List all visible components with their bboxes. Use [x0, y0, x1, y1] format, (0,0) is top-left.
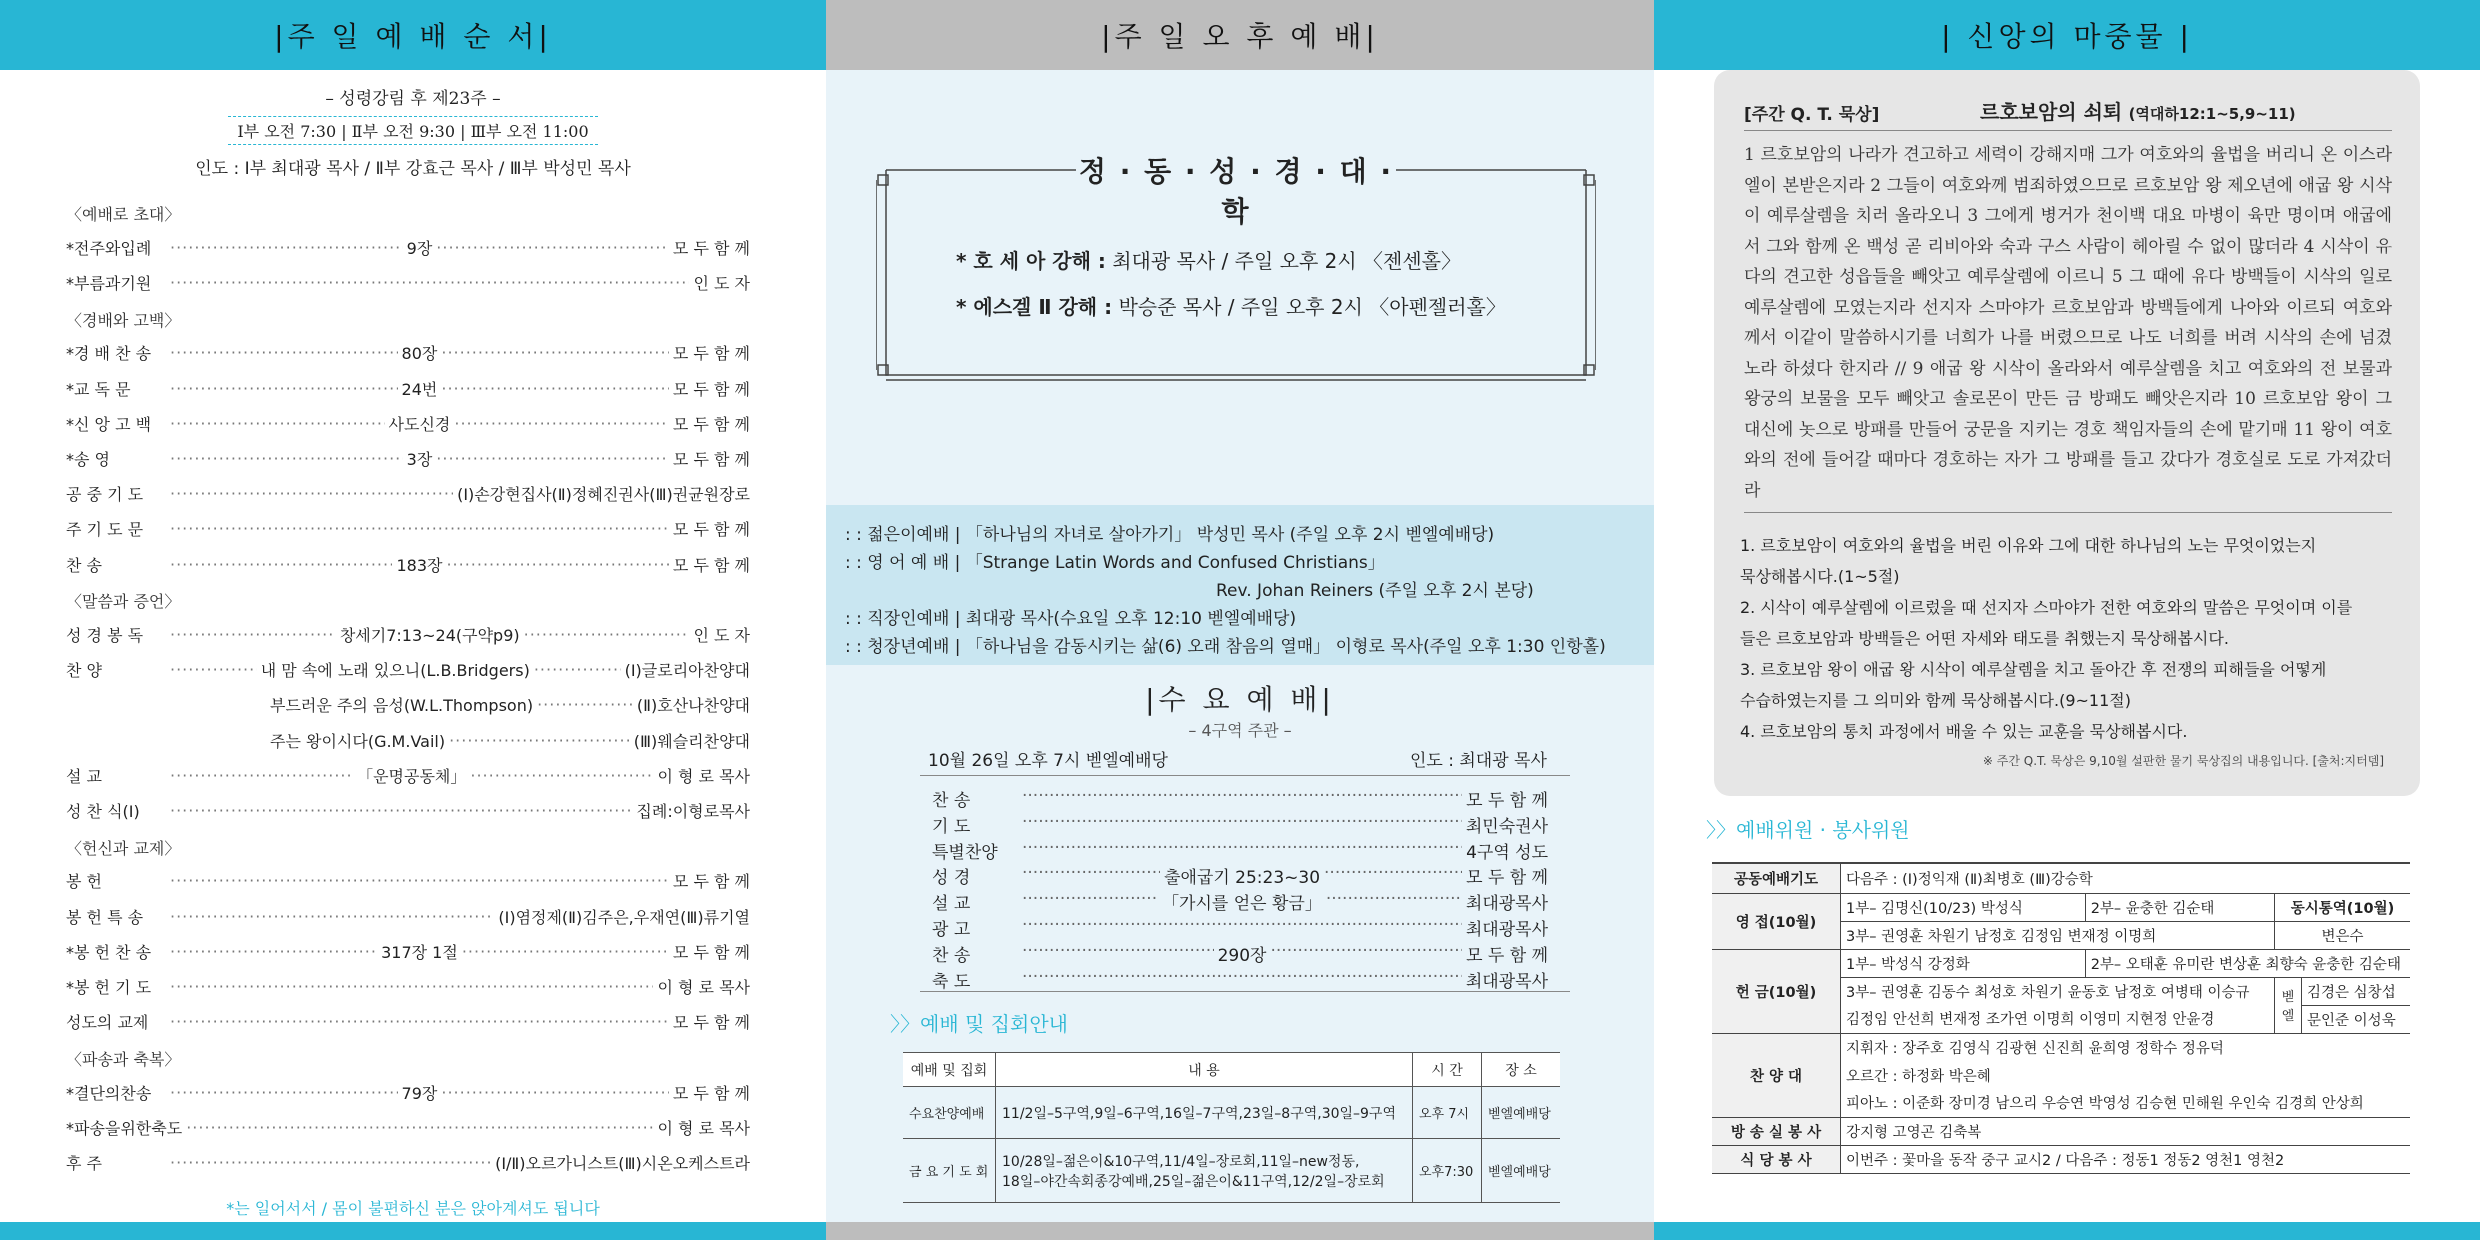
order-row: [66, 935, 750, 967]
left-header-title: |주 일 예 배 순 서|: [274, 20, 552, 53]
vol-label-broadcast: 방 송 실 봉 사: [1712, 1117, 1841, 1145]
order-row: [66, 513, 750, 545]
order-row: [66, 231, 750, 263]
leader-dots: [524, 625, 690, 644]
order-row: [66, 1076, 750, 1108]
qt-divider-2: [1744, 512, 2392, 513]
order-person: 모 두 함 께: [672, 520, 750, 540]
order-item: 3장: [406, 449, 433, 469]
order-label: 주 기 도 문: [66, 520, 144, 540]
order-item: 183장: [396, 555, 443, 575]
vol-interpret-label: 동시통역(10월): [2275, 893, 2410, 921]
leader-dots: [1022, 889, 1158, 914]
service-subtitle: – 성령강림 후 제23주 –: [325, 89, 501, 109]
vol-heongeum-3b: 김정임 안선희 변재정 조가연 이명희 이영미 지현정 안윤경: [1841, 1005, 2275, 1033]
wednesday-item: 「가시를 얻은 황금」: [1162, 894, 1322, 915]
order-person: 모 두 함 께: [672, 344, 750, 364]
wednesday-person: 최대광목사: [1465, 920, 1548, 940]
leader-dots: [534, 660, 621, 679]
order-row: [66, 970, 750, 1002]
order-label: 찬 양: [66, 661, 102, 681]
leader-dots: [170, 660, 257, 679]
leader-dots: [170, 907, 494, 926]
leader-dots: [170, 449, 403, 468]
leader-dots: [537, 695, 633, 714]
vol-label-choir: 찬 양 대: [1712, 1033, 1841, 1117]
standing-note: *는 일어서서 / 몸이 불편하신 분은 앉아계셔도 됩니다: [226, 1199, 600, 1218]
order-person: (Ⅱ)호산나찬양대: [636, 696, 750, 716]
schedule-content: 10/28일–젊은이&10구역,11/4일–장로회,11일–new정동, 18일–야간속회종강예배,25일–젊은이&11구역,12/2일–장로회: [996, 1139, 1413, 1203]
volunteers-title: 〉〉예배위원 · 봉사위원: [1706, 818, 1910, 842]
order-row: [66, 654, 750, 686]
wednesday-leader: 인도 : 최대광 목사: [1410, 751, 1547, 771]
wednesday-person: 최민숙권사: [1465, 816, 1548, 837]
order-row: [66, 478, 750, 510]
order-label: *교 독 문: [66, 379, 131, 399]
schedule-content: 11/2일–5구역,9일–6구역,16일–7구역,23일–8구역,30일–9구역: [996, 1087, 1413, 1139]
order-label: *결단의찬송: [66, 1083, 152, 1103]
order-label: *봉 헌 기 도: [66, 977, 152, 997]
wednesday-item: 출애굽기 25:23~30: [1164, 868, 1321, 889]
leader-dots: [170, 273, 689, 292]
qt-title: 르호보암의 쇠퇴: [1980, 100, 2123, 124]
order-person: (Ⅰ)글로리아찬양대: [624, 661, 750, 681]
wednesday-date: 10월 26일 오후 7시 벧엘예배당: [928, 751, 1168, 771]
leader-dots: [1022, 838, 1462, 863]
order-person: 모 두 함 께: [672, 942, 750, 962]
order-row: [66, 794, 750, 826]
wednesday-label: 광 고: [932, 920, 971, 940]
schedule-table: [903, 1052, 1560, 1203]
order-row: [66, 865, 750, 897]
leader-dots: [170, 1083, 398, 1102]
qt-question-4: 4. 르호보암의 통치 과정에서 배울 수 있는 교훈을 묵상해봅시다.: [1740, 722, 2188, 741]
vol-choir-conductors: 지휘자 : 장주호 김영식 김광현 신진희 윤희영 정학수 정유덕: [1846, 1040, 2224, 1057]
order-row: [66, 372, 750, 404]
leader-dots: [170, 484, 453, 503]
wednesday-row: [932, 863, 1548, 888]
qt-note: ※ 주간 Q.T. 묵상은 9,10월 설판한 물기 묵상집의 내용입니다. [출처:지터뎀]: [1982, 754, 2384, 768]
order-label: *송 영: [66, 449, 110, 469]
order-label: *봉 헌 찬 송: [66, 942, 152, 962]
wednesday-label: 축 도: [932, 971, 971, 992]
order-item: 주는 왕이시다(G.M.Vail): [270, 731, 446, 751]
leader-dots: [170, 977, 653, 996]
wednesday-label: 기 도: [932, 816, 971, 837]
wednesday-row: [932, 941, 1548, 966]
right-bottom-bar: [1654, 1222, 2480, 1240]
order-person: 모 두 함 께: [672, 238, 751, 258]
lecture-2: [956, 291, 1506, 320]
leader-dots: [1022, 812, 1462, 837]
schedule-place: 벧엘예배당: [1482, 1087, 1561, 1139]
order-item: 317장 1절: [381, 942, 458, 962]
volunteers-table: [1712, 862, 2410, 1174]
leader-dots: [170, 343, 398, 362]
order-row: [66, 618, 750, 650]
order-person: (Ⅰ/Ⅱ)오르가니스트(Ⅲ)시온오케스트라: [495, 1153, 750, 1173]
order-row: [66, 442, 750, 474]
order-person: 모 두 함 께: [672, 555, 750, 575]
wednesday-person: 모 두 함 께: [1466, 868, 1548, 889]
wednesday-label: 특별찬양: [932, 842, 998, 863]
announcement-english: : : 영 어 예 배 | 「Strange Latin Words and Confused Christians」: [845, 553, 1385, 573]
qt-divider: [1744, 130, 2392, 131]
order-label: 후 주: [66, 1153, 102, 1173]
wednesday-row: [932, 915, 1548, 940]
order-person: 이 형 로 목사: [657, 977, 750, 997]
left-header-bar: [0, 0, 826, 70]
order-person: 모 두 함 께: [672, 414, 750, 434]
vol-heongeum-2: 2부– 오태훈 유미란 변상훈 최향숙 윤충한 김순태: [2085, 949, 2410, 977]
schedule-event: 수요찬양예배: [903, 1087, 996, 1139]
vol-kitchen: 이번주 : 꽃마을 동작 중구 교시2 / 다음주 : 정동1 정동2 영천1 영천2: [1841, 1145, 2411, 1173]
vol-bethel-2: 문인준 이성욱: [2302, 1005, 2410, 1033]
order-person: 모 두 함 께: [672, 1013, 750, 1033]
qt-label: [주간 Q. T. 묵상]: [1744, 105, 1880, 125]
qt-question-2: 2. 시삭이 예루살렘에 이르렀을 때 선지자 스마야가 전한 여호와의 말씀은 무엇이며 이를 들은 르호보암과 방백들은 어떤 자세와 태도를 취했는지 묵상해봅시다.: [1740, 598, 2353, 648]
vol-label-gongdong: 공동예배기도: [1712, 863, 1841, 893]
order-item: 창세기7:13~24(구약p9): [339, 625, 520, 645]
order-row: [66, 759, 750, 791]
wednesday-person: 최대광목사: [1465, 971, 1548, 992]
announcement-youth: : : 젊은이예배 | 「하나님의 자녀로 살아가기」 박성민 목사 (주일 오후 2시 벧엘예배당): [845, 525, 1495, 545]
order-row: [66, 900, 750, 932]
wednesday-label: 성 경: [932, 868, 971, 889]
wednesday-label: 설 교: [932, 894, 971, 915]
order-person: 이 형 로 목사: [657, 1118, 750, 1138]
middle-bottom-bar: [826, 1222, 1654, 1240]
right-header-bar: [1654, 0, 2480, 70]
wednesday-person: 4구역 성도: [1466, 842, 1548, 863]
qt-passage: 1 르호보암의 나라가 견고하고 세력이 강해지매 그가 여호와의 율법을 버리니 온 이스라엘이 본받은지라 2 그들이 여호와께 범죄하였으므로 르호보암 왕 제오년에 애굽 왕 시삭이 예루살렘을 치러 올라오니 3 그에게 병거가 천이백 대요 마병이 육만 명이며 애굽에서 그와 함께 온 백성 곧 리비아와 숙과 구스 사람이 헤아릴 수 없이 많더라 4 시삭이 유다의 견고한 성읍들을 빼앗고 예루살렘에 이르니 5 그 때에 유다 방백들이 시삭의 일로 예루살렘에 모였는지라 선지자 스마야가 르호보암과 방백들에게 나아와 이르되 여호와께서 이같이 말씀하시기를 너희가 나를 버렸으므로 나도 너희를 버려 시삭의 손에 넘겼노라 하셨다 한지라 // 9 애굽 왕 시삭이 올라와서 예루살렘을 치고 여호와의 전 보물과 왕궁의 보물을 모두 빼앗고 솔로몬이 만든 금 방패도 빼앗은지라 10 르호보암 왕이 그 대신에 놋으로 방패를 만들어 궁문을 지키는 경호 책임자들의 손에 맡기매 11 왕이 여호와의 전에 들어갈 때마다 경호하는 자가 그 방패를 들고 갔다가 경호실로 도로 가져갔더라: [1744, 145, 2392, 501]
vol-broadcast: 강지형 고영곤 김축복: [1841, 1117, 2411, 1145]
schedule-place: 벧엘예배당: [1482, 1139, 1561, 1203]
leader-dots: [170, 801, 632, 820]
section-heading: 〈말씀과 증언〉: [66, 592, 181, 612]
section-heading: 〈헌신과 교제〉: [66, 838, 181, 858]
leader-dots: [1326, 889, 1462, 914]
vol-label-heongeum: 헌 금(10월): [1712, 949, 1841, 1033]
order-item: 부드러운 주의 음성(W.L.Thompson): [270, 696, 534, 716]
order-label: 공 중 기 도: [66, 485, 144, 505]
wednesday-row: [932, 967, 1548, 992]
wednesday-row: [932, 786, 1548, 811]
service-times: Ⅰ부 오전 7:30 | Ⅱ부 오전 9:30 | Ⅲ부 오전 11:00: [228, 116, 598, 145]
leader-dots: [1022, 941, 1214, 966]
order-label: 찬 송: [66, 555, 102, 575]
leader-dots: [441, 379, 669, 398]
order-person: 모 두 함 께: [672, 872, 750, 892]
announcement-workers: : : 직장인예배 | 최대광 목사(수요일 오후 12:10 벧엘예배당): [845, 609, 1297, 629]
order-item: 79장: [401, 1083, 438, 1103]
wednesday-person: 모 두 함 께: [1466, 791, 1548, 811]
lecture-1-text: 최대광 목사 / 주일 오후 2시 〈젠센홀〉: [1112, 249, 1462, 273]
middle-header-title: |주 일 오 후 예 배|: [1101, 20, 1379, 53]
order-person: (Ⅰ)염정제(Ⅱ)김주은,우재연(Ⅲ)류기열: [498, 907, 750, 927]
leader-dots: [170, 379, 398, 398]
leader-dots: [1270, 941, 1462, 966]
schedule-header-event: 예배 및 집회: [903, 1053, 996, 1087]
vol-gongdong: 다음주 : (Ⅰ)정익재 (Ⅱ)최병호 (Ⅲ)강승학: [1841, 863, 2411, 893]
order-label: *신 앙 고 백: [66, 414, 152, 434]
order-label: 성 찬 식(Ⅰ): [66, 801, 140, 821]
leader-dots: [1022, 786, 1462, 811]
leader-dots: [170, 519, 669, 538]
order-row: [66, 548, 750, 580]
leader-dots: [170, 238, 403, 257]
schedule-header-content: 내 용: [996, 1053, 1413, 1087]
leader-dots: [170, 414, 385, 433]
order-person: 모 두 함 께: [672, 1083, 750, 1103]
vol-yeongjeop-2: 2부– 윤충한 김순태: [2085, 893, 2274, 921]
leader-dots: [462, 942, 669, 961]
leader-dots: [1022, 863, 1160, 888]
order-item: 9장: [406, 238, 433, 258]
wednesday-sub: – 4구역 주관 –: [1188, 721, 1292, 740]
wednesday-label: 찬 송: [932, 791, 971, 811]
order-label: 봉 헌 특 송: [66, 907, 144, 927]
order-item: 24번: [401, 379, 438, 399]
order-label: 설 교: [66, 766, 102, 786]
section-heading: 〈파송과 축복〉: [66, 1049, 181, 1069]
vol-choir-organ: 오르간 : 하정화 박은혜: [1846, 1068, 1991, 1085]
order-row: [270, 724, 750, 756]
order-item: 80장: [401, 344, 438, 364]
order-person: 모 두 함 께: [672, 449, 751, 469]
announcement-adults: : : 청장년예배 | 「하나님을 감동시키는 삶(6) 오래 참음의 열매」 이형로 목사(주일 오후 1:30 인항홀): [845, 637, 1606, 657]
schedule-time: 오후 7시: [1413, 1087, 1482, 1139]
order-person: 집례:이형로목사: [636, 801, 750, 821]
order-label: 봉 헌: [66, 872, 102, 892]
leader-dots: [170, 555, 392, 574]
wednesday-item: 290장: [1217, 945, 1267, 966]
qt-question-1: 1. 르호보암이 여호와의 율법을 버린 이유와 그에 대한 하나님의 노는 무엇이었는지 묵상해봅시다.(1~5절): [1740, 536, 2317, 586]
vol-label-kitchen: 식 당 봉 사: [1712, 1145, 1841, 1173]
schedule-header-place: 장 소: [1482, 1053, 1561, 1087]
order-label: 성 경 봉 독: [66, 625, 144, 645]
service-leaders: 인도 : Ⅰ부 최대광 목사 / Ⅱ부 강효근 목사 / Ⅲ부 박성민 목사: [195, 159, 631, 179]
schedule-title: 〉〉예배 및 집회안내: [890, 1012, 1068, 1036]
vol-interpret: 변은수: [2275, 921, 2410, 949]
wednesday-row: [932, 812, 1548, 837]
qt-reference: (역대하12:1~5,9~11): [2128, 105, 2296, 123]
leader-dots: [436, 238, 669, 257]
leader-dots: [1324, 863, 1462, 888]
order-label: *경 배 찬 송: [66, 344, 152, 364]
left-bottom-bar: [0, 1222, 826, 1240]
lecture-2-text: 박승준 목사 / 주일 오후 2시 〈아펜젤러홀〉: [1118, 295, 1506, 319]
order-item: 사도신경: [388, 414, 451, 434]
order-label: 성도의 교제: [66, 1013, 149, 1033]
order-label: *전주와입례: [66, 238, 152, 258]
order-person: 이 형 로 목사: [657, 766, 750, 786]
vol-bethel-label: 벧엘: [2275, 977, 2302, 1033]
order-row: [66, 1111, 750, 1143]
order-row: [270, 689, 750, 721]
vol-yeongjeop-1: 1부– 김명신(10/23) 박성식: [1841, 893, 2086, 921]
leader-dots: [446, 555, 668, 574]
schedule-time: 오후7:30: [1413, 1139, 1482, 1203]
schedule-event: 금 요 기 도 회: [903, 1139, 996, 1203]
vol-heongeum-3a: 3부– 권영훈 김동수 최성호 차원기 윤동호 남정호 여병태 이승규: [1846, 984, 2250, 1001]
order-row: [66, 1146, 750, 1178]
order-label: *파송을위한축도: [66, 1118, 183, 1138]
leader-dots: [170, 871, 669, 890]
leader-dots: [441, 1083, 669, 1102]
section-heading: 〈경배와 고백〉: [66, 310, 181, 330]
qt-question-3: 3. 르호보암 왕이 애굽 왕 시삭이 예루살렘을 치고 돌아간 후 전쟁의 피해들을 어떻게 수습하였는지를 그 의미와 함께 묵상해봅시다.(9~11절): [1740, 660, 2327, 710]
leader-dots: [1022, 967, 1462, 992]
order-row: [66, 407, 750, 439]
leader-dots: [1022, 915, 1462, 940]
middle-header-bar: [826, 0, 1654, 70]
order-person: 모 두 함 께: [672, 379, 750, 399]
order-item: 「운명공동체」: [357, 766, 467, 786]
leader-dots: [170, 1153, 491, 1172]
leader-dots: [170, 625, 336, 644]
wednesday-bottom-divider: [920, 991, 1570, 992]
lecture-1-label: * 호 세 아 강해 :: [956, 249, 1106, 273]
lecture-1: [956, 245, 1461, 274]
leader-dots: [170, 766, 353, 785]
announcement-english-speaker: Rev. Johan Reiners (주일 오후 2시 본당): [1216, 581, 1534, 601]
order-person: 인 도 자: [693, 625, 750, 645]
order-person: (Ⅰ)손강현집사(Ⅱ)정혜진권사(Ⅲ)권균원장로: [457, 485, 750, 505]
section-heading: 〈예배로 초대〉: [66, 205, 181, 224]
wednesday-row: [932, 889, 1548, 914]
wednesday-divider: [920, 775, 1570, 776]
order-label: *부름과기원: [66, 273, 152, 293]
leader-dots: [454, 414, 669, 433]
vol-yeongjeop-3: 3부– 권영훈 차원기 남정호 김정임 변재정 이명희: [1841, 921, 2275, 949]
leader-dots: [170, 1012, 669, 1031]
order-person: (Ⅲ)웨슬리찬양대: [633, 731, 750, 751]
order-row: [66, 337, 750, 369]
leader-dots: [170, 942, 377, 961]
qt-title-line: [1980, 96, 2296, 125]
leader-dots: [449, 731, 630, 750]
vol-choir-piano: 피아노 : 이준화 장미경 남으리 우승연 박영성 김승현 민해원 우인숙 김경희 안상희: [1841, 1089, 2411, 1117]
order-row: [66, 1006, 750, 1038]
order-item: 내 맘 속에 노래 있으니(L.B.Bridgers): [260, 661, 530, 681]
lecture-title: 정 · 동 · 성 · 경 · 대 · 학: [1078, 155, 1394, 228]
leader-dots: [441, 343, 669, 362]
order-row: [66, 266, 750, 298]
schedule-header-time: 시 간: [1413, 1053, 1482, 1087]
lecture-2-label: * 에스겔 Ⅱ 강해 :: [956, 295, 1113, 319]
right-header-title: | 신앙의 마중물 |: [1941, 20, 2193, 53]
vol-label-yeongjeop: 영 접(10월): [1712, 893, 1841, 949]
vol-bethel-1: 김경은 심창섭: [2302, 977, 2410, 1005]
wednesday-row: [932, 838, 1548, 863]
vol-heongeum-1: 1부– 박성식 강정화: [1841, 949, 2086, 977]
wednesday-person: 최대광목사: [1465, 894, 1549, 915]
leader-dots: [470, 766, 653, 785]
leader-dots: [436, 449, 669, 468]
wednesday-person: 모 두 함 께: [1466, 945, 1548, 966]
wednesday-title: |수 요 예 배|: [1145, 683, 1335, 716]
order-person: 인 도 자: [693, 273, 750, 293]
leader-dots: [186, 1118, 653, 1137]
wednesday-label: 찬 송: [932, 945, 971, 966]
